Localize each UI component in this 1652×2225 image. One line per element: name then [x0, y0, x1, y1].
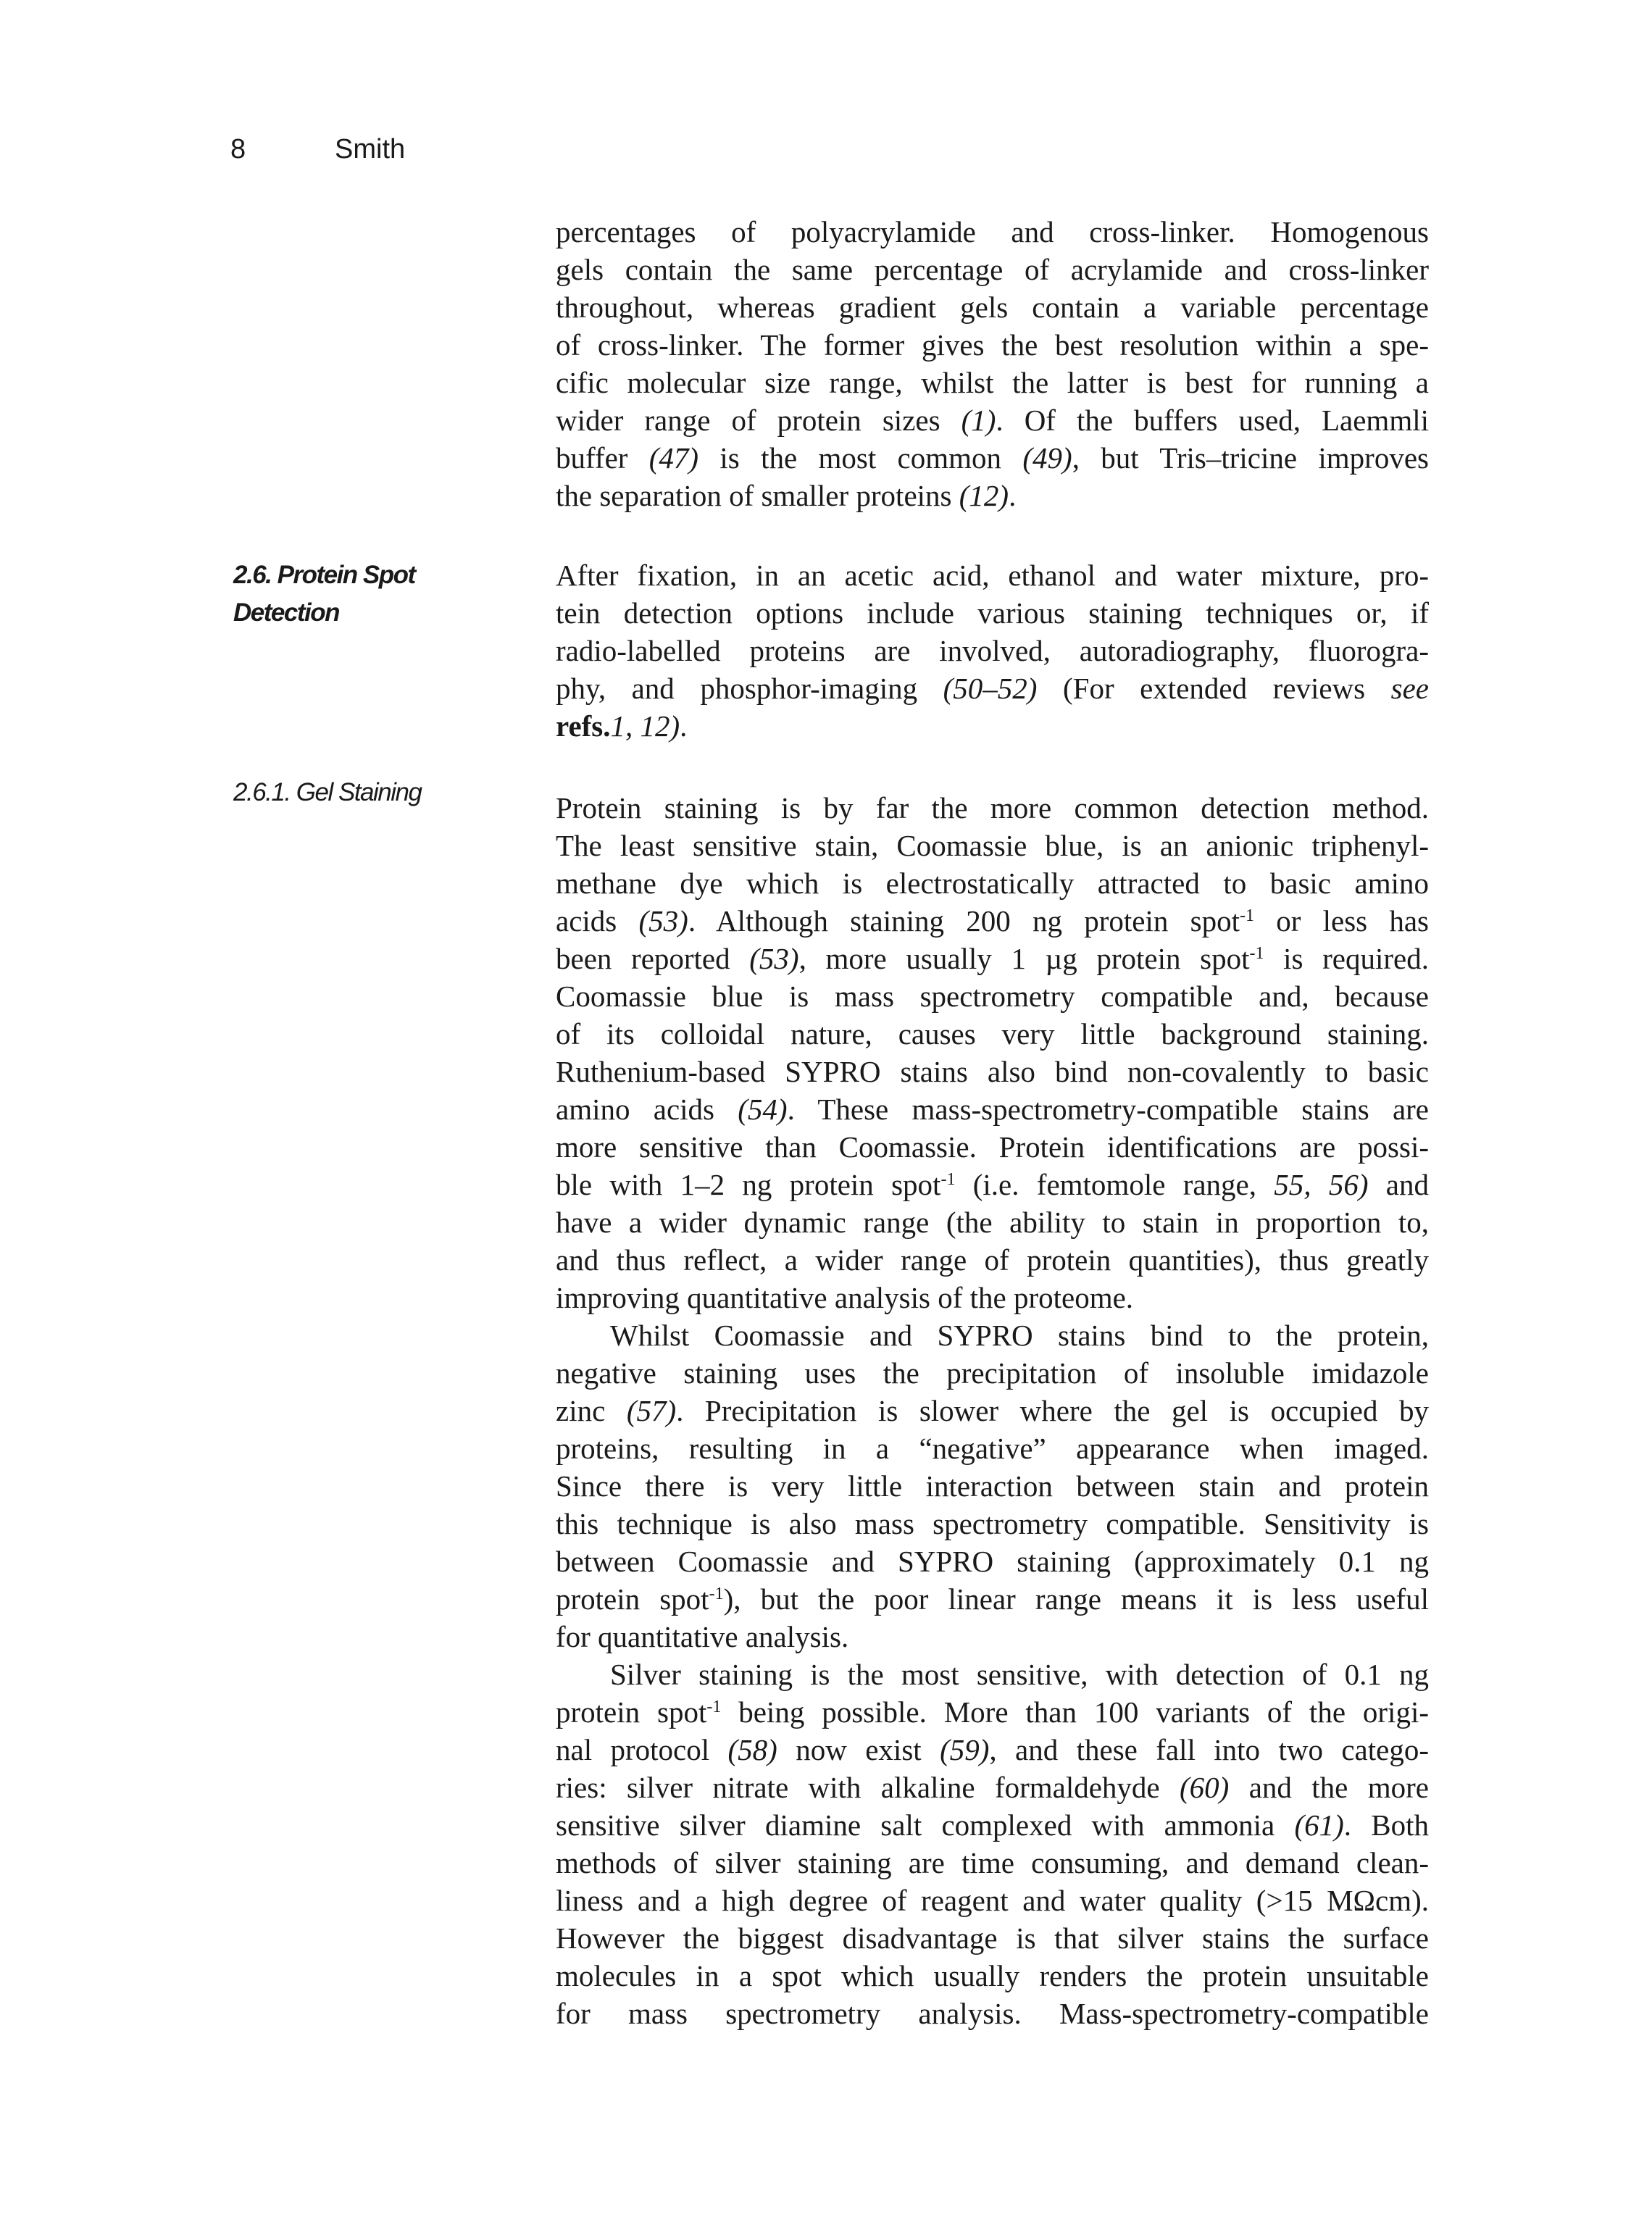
text-run: cific molecular size range, whilst the latter is best for running a [556, 366, 1429, 399]
citation: 55, 56) [1274, 1168, 1369, 1201]
text-run: methods of silver staining are time consuming, and demand clean- [556, 1846, 1429, 1879]
text-run: (i.e. femtomole range, [955, 1168, 1275, 1201]
text-run: Protein staining is by far the more common detection method. [556, 791, 1429, 825]
text-line [556, 213, 1429, 251]
text-run: more sensitive than Coomassie. Protein identifications are possi- [556, 1130, 1429, 1164]
text-run: negative staining uses the precipitation of insoluble imidazole [556, 1356, 1429, 1390]
text-line [556, 1731, 1429, 1769]
text-line [556, 401, 1429, 439]
text-run: However the biggest disadvantage is that silver stains the surface [556, 1921, 1429, 1955]
text-run: sensitive silver diamine salt complexed with ammonia [556, 1808, 1295, 1842]
text-line [556, 556, 1429, 594]
text-run: , but Tris–tricine improves [1072, 441, 1429, 475]
superscript: -1 [709, 1585, 724, 1603]
text-run: After fixation, in an acetic acid, ethanol and water mixture, pro- [556, 559, 1429, 592]
text-line [556, 1919, 1429, 1957]
citation: (53) [638, 904, 688, 938]
citation: (60) [1180, 1771, 1230, 1804]
text-run: and the more [1229, 1771, 1429, 1804]
text-run: . Precipitation is slower where the gel is occupied by [676, 1394, 1429, 1427]
text-line [556, 288, 1429, 326]
text-run: improving quantitative analysis of the proteome. [556, 1281, 1134, 1314]
text-run: of its colloidal nature, causes very little background staining. [556, 1017, 1429, 1051]
text-line [556, 864, 1429, 902]
text-line [556, 1806, 1429, 1844]
text-run: the separation of smaller proteins [556, 479, 959, 512]
text-run: for quantitative analysis. [556, 1620, 849, 1653]
text-run: Ruthenium-based SYPRO stains also bind non-covalently to basic [556, 1055, 1429, 1088]
text-run: been reported [556, 942, 750, 975]
text-line [556, 1429, 1429, 1467]
text-line [556, 1392, 1429, 1429]
text-line [556, 326, 1429, 364]
text-run: gels contain the same percentage of acrylamide and cross-linker [556, 253, 1429, 286]
citation: see [1390, 672, 1429, 705]
superscript: -1 [1249, 944, 1264, 963]
text-line [556, 1769, 1429, 1806]
text-line [556, 827, 1429, 864]
text-run: molecules in a spot which usually renders the protein unsuitable [556, 1959, 1429, 1992]
text-line [556, 1656, 1429, 1693]
text-run: ble with 1–2 ng protein spot [556, 1168, 941, 1201]
text-run: being possible. More than 100 variants of the origi- [721, 1695, 1429, 1729]
text-line [556, 251, 1429, 288]
text-line [556, 1618, 1429, 1656]
text-run: is the most common [698, 441, 1023, 475]
text-run: phy, and phosphor-imaging [556, 672, 943, 705]
text-run: Since there is very little interaction between stain and protein [556, 1469, 1429, 1503]
text-run: acids [556, 904, 639, 938]
citation: (12) [959, 479, 1009, 512]
text-run: proteins, resulting in a “negative” appearance when imaged. [556, 1432, 1429, 1465]
text-line [556, 1844, 1429, 1882]
text-run: wider range of protein sizes [556, 404, 961, 437]
running-head: Smith [335, 134, 406, 164]
superscript: -1 [940, 1170, 956, 1189]
text-line [556, 439, 1429, 477]
text-line [556, 1543, 1429, 1580]
text-line [556, 789, 1429, 827]
text-line [556, 364, 1429, 401]
text-line [556, 707, 1429, 745]
text-run: . [680, 709, 688, 743]
text-run: (For extended reviews [1037, 672, 1391, 705]
text-run: throughout, whereas gradient gels contain a variable percentage [556, 291, 1429, 324]
paragraph [556, 1656, 1429, 2032]
text-line [556, 1279, 1429, 1316]
text-run: nal protocol [556, 1733, 728, 1766]
text-run: radio-labelled proteins are involved, autoradiography, fluorogra- [556, 634, 1429, 667]
citation: (57) [626, 1394, 677, 1427]
superscript: -1 [1239, 906, 1254, 925]
text-run: Coomassie blue is mass spectrometry compatible and, because [556, 980, 1429, 1013]
text-run: ries: silver nitrate with alkaline formaldehyde [556, 1771, 1180, 1804]
text-run: Whilst Coomassie and SYPRO stains bind to the protein, [610, 1319, 1429, 1352]
citation: (47) [648, 441, 699, 475]
text-line [556, 477, 1429, 514]
text-run: and [1368, 1168, 1429, 1201]
text-line [556, 1882, 1429, 1919]
text-line [556, 1090, 1429, 1128]
paragraph [556, 556, 1429, 745]
citation: (59) [940, 1733, 990, 1766]
text-run: and thus reflect, a wider range of protein quantities), thus greatly [556, 1243, 1429, 1277]
text-line [556, 1203, 1429, 1241]
text-run: of cross-linker. The former gives the best resolution within a spe- [556, 328, 1429, 362]
text-run: . Of the buffers used, Laemmli [996, 404, 1429, 437]
text-line [556, 1128, 1429, 1166]
citation: (61) [1294, 1808, 1344, 1842]
text-line [556, 1995, 1429, 2032]
text-run: or less has [1253, 904, 1430, 938]
text-line [556, 632, 1429, 669]
text-run: is required. [1264, 942, 1429, 975]
paragraph [556, 1316, 1429, 1656]
superscript: -1 [706, 1698, 722, 1716]
text-run: . Both [1343, 1808, 1429, 1842]
section-heading-2-6 [233, 556, 415, 632]
text-line [556, 669, 1429, 707]
citation: (1) [961, 404, 996, 437]
text-run: protein spot [556, 1582, 709, 1616]
text-run: have a wider dynamic range (the ability to stain in proportion to, [556, 1206, 1429, 1239]
text-run: methane dye which is electrostatically attracted to basic amino [556, 867, 1429, 900]
paragraph [556, 789, 1429, 1316]
page-number: 8 [230, 134, 246, 164]
citation: (49) [1022, 441, 1072, 475]
text-line [556, 902, 1429, 940]
text-line [556, 1467, 1429, 1505]
text-run: tein detection options include various staining techniques or, if [556, 596, 1429, 630]
text-line [556, 1241, 1429, 1279]
text-line [556, 1316, 1429, 1354]
text-run: . [1009, 479, 1017, 512]
text-run: The least sensitive stain, Coomassie blue, is an anionic triphenyl- [556, 829, 1429, 862]
text-run: , and these fall into two catego- [989, 1733, 1429, 1766]
text-run: ), but the poor linear range means it is less useful [723, 1582, 1429, 1616]
text-run: Silver staining is the most sensitive, with detection of 0.1 ng [610, 1658, 1429, 1691]
text-run: . These mass-spectrometry-compatible stains are [787, 1093, 1429, 1126]
bold-text: refs. [556, 709, 611, 743]
text-line [556, 1580, 1429, 1618]
text-line [556, 1957, 1429, 1995]
text-run: buffer [556, 441, 649, 475]
text-run: . Although staining 200 ng protein spot [688, 904, 1240, 938]
body-flow [556, 789, 1429, 2032]
section-heading-line: 2.6. Protein Spot [233, 561, 415, 589]
citation: (50–52) [943, 672, 1038, 705]
text-run: amino acids [556, 1093, 738, 1126]
text-line [556, 1166, 1429, 1203]
text-line [556, 594, 1429, 632]
text-line [556, 1505, 1429, 1543]
text-line [556, 940, 1429, 977]
text-run: now exist [777, 1733, 940, 1766]
section-heading-2-6-1: 2.6.1. Gel Staining [233, 778, 422, 806]
text-run: this technique is also mass spectrometry compatible. Sensitivity is [556, 1507, 1429, 1540]
text-line [556, 1015, 1429, 1053]
text-line [556, 1053, 1429, 1090]
text-line [556, 1354, 1429, 1392]
text-run: between Coomassie and SYPRO staining (approximately 0.1 ng [556, 1545, 1429, 1578]
text-run: percentages of polyacrylamide and cross-linker. Homogenous [556, 215, 1429, 249]
citation: 1, 12) [610, 709, 680, 743]
citation: (58) [727, 1733, 777, 1766]
text-line [556, 977, 1429, 1015]
paragraph [556, 213, 1429, 514]
text-run: , more usually 1 µg protein spot [798, 942, 1250, 975]
citation: (53) [749, 942, 799, 975]
text-run: protein spot [556, 1695, 707, 1729]
text-run: for mass spectrometry analysis. Mass-spectrometry-compatible [556, 1997, 1429, 2030]
text-run: liness and a high degree of reagent and water quality (>15 MΩcm). [556, 1884, 1429, 1917]
text-run: zinc [556, 1394, 627, 1427]
section-heading-line: Detection [233, 598, 339, 627]
text-line [556, 1693, 1429, 1731]
citation: (54) [738, 1093, 788, 1126]
